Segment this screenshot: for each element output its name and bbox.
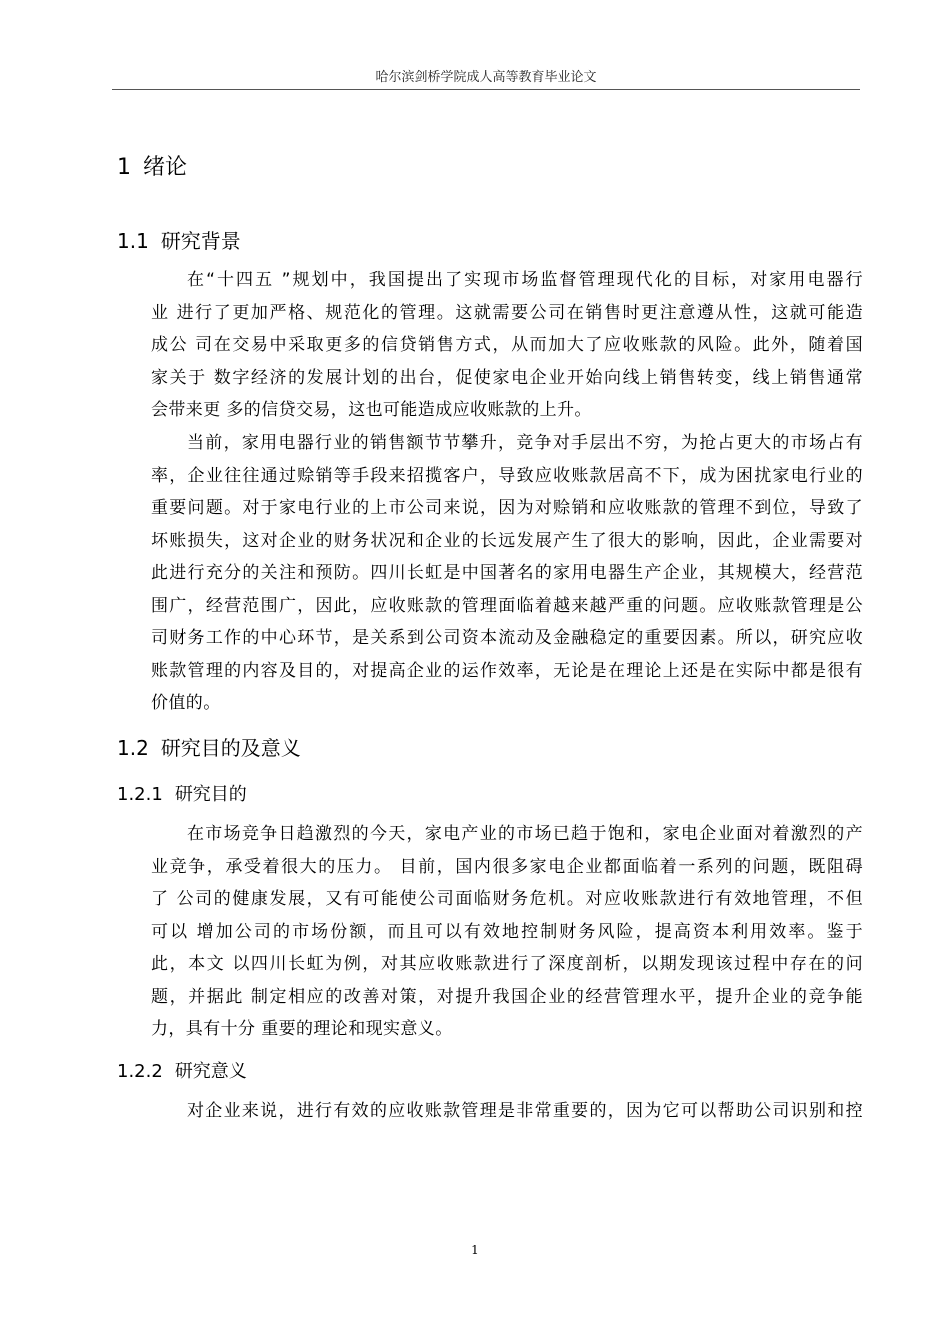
section-title: 研究背景	[160, 229, 241, 253]
body-paragraph	[115, 427, 863, 720]
section-title: 研究目的及意义	[160, 736, 301, 760]
paragraph-line: 此进行充分的关注和预防。四川长虹是中国著名的家用电器生产企业，其规模大，经营范	[151, 563, 863, 583]
paragraph-line: 成公 司在交易中采取更多的信贷销售方式，从而加大了应收账款的风险。此外，随着国	[151, 335, 863, 355]
paragraph-line: 了 公司的健康发展，又有可能使公司面临财务危机。对应收账款进行有效地管理，不但	[151, 889, 863, 909]
subsection-heading	[117, 780, 247, 806]
body-paragraph	[115, 818, 863, 1046]
body-paragraph	[115, 264, 863, 427]
paragraph-line: 会带来更 多的信贷交易，这也可能造成应收账款的上升。	[151, 400, 592, 420]
paragraph-line: 题，并据此 制定相应的改善对策，对提升我国企业的经营管理水平，提升企业的竞争能	[151, 986, 863, 1007]
paragraph-line: 在市场竞争日趋激烈的今天，家电产业的市场已趋于饱和，家电企业面对着激烈的产	[187, 824, 863, 844]
running-header: 哈尔滨剑桥学院成人高等教育毕业论文	[375, 70, 597, 85]
paragraph-line: 账款管理的内容及目的，对提高企业的运作效率，无论是在理论上还是在实际中都是很有	[151, 660, 863, 681]
paragraph-line: 对企业来说，进行有效的应收账款管理是非常重要的，因为它可以帮助公司识别和控	[187, 1101, 863, 1121]
page-number: 1	[471, 1243, 479, 1257]
paragraph-line: 力，具有十分 重要的理论和现实意义。	[151, 1019, 453, 1039]
paragraph-line: 可以 增加公司的市场份额，而且可以有效地控制财务风险，提高资本利用效率。鉴于	[151, 921, 863, 942]
paragraph-line: 业 进行了更加严格、规范化的管理。这就需要公司在销售时更注意遵从性，这就可能造	[151, 302, 863, 323]
paragraph-line: 当前，家用电器行业的销售额节节攀升，竞争对手层出不穷，为抢占更大的市场占有	[187, 433, 863, 453]
paragraph-line: 坏账损失，这对企业的财务状况和企业的长远发展产生了很大的影响，因此，企业需要对	[151, 530, 863, 551]
subsection-number: 1.2.2	[117, 1061, 163, 1082]
body-paragraph	[115, 1095, 863, 1128]
header-divider	[112, 89, 860, 90]
paragraph-line: 围广，经营范围广，因此，应收账款的管理面临着越来越严重的问题。应收账款管理是公	[151, 595, 863, 616]
section-number: 1.2	[117, 736, 149, 760]
chapter-heading	[117, 150, 187, 181]
paragraph-line: 价值的。	[151, 693, 221, 713]
subsection-title: 研究目的	[174, 784, 247, 805]
paragraph-line: 此，本文 以四川长虹为例，对其应收账款进行了深度剖析，以期发现该过程中存在的问	[151, 954, 863, 974]
paragraph-line: 重要问题。对于家电行业的上市公司来说，因为对赊销和应收账款的管理不到位，导致了	[151, 498, 863, 518]
paragraph-line: 司财务工作的中心环节，是关系到公司资本流动及金融稳定的重要因素。所以，研究应收	[151, 628, 863, 648]
section-number: 1.1	[117, 229, 149, 253]
paragraph-line: 率，企业往往通过赊销等手段来招揽客户，导致应收账款居高不下，成为困扰家电行业的	[151, 465, 863, 486]
chapter-title: 绪论	[143, 155, 188, 180]
section-heading	[117, 732, 301, 761]
paragraph-line: 业竞争，承受着很大的压力。 目前，国内很多家电企业都面临着一系列的问题，既阻碍	[151, 856, 863, 877]
section-heading	[117, 225, 241, 254]
chapter-number: 1	[117, 155, 131, 180]
paragraph-line: 家关于 数字经济的发展计划的出台，促使家电企业开始向线上销售转变，线上销售通常	[151, 367, 863, 388]
subsection-title: 研究意义	[174, 1061, 247, 1082]
subsection-heading	[117, 1057, 247, 1083]
subsection-number: 1.2.1	[117, 784, 163, 805]
paragraph-line: 在“十四五 ”规划中，我国提出了实现市场监督管理现代化的目标，对家用电器行	[187, 270, 863, 290]
